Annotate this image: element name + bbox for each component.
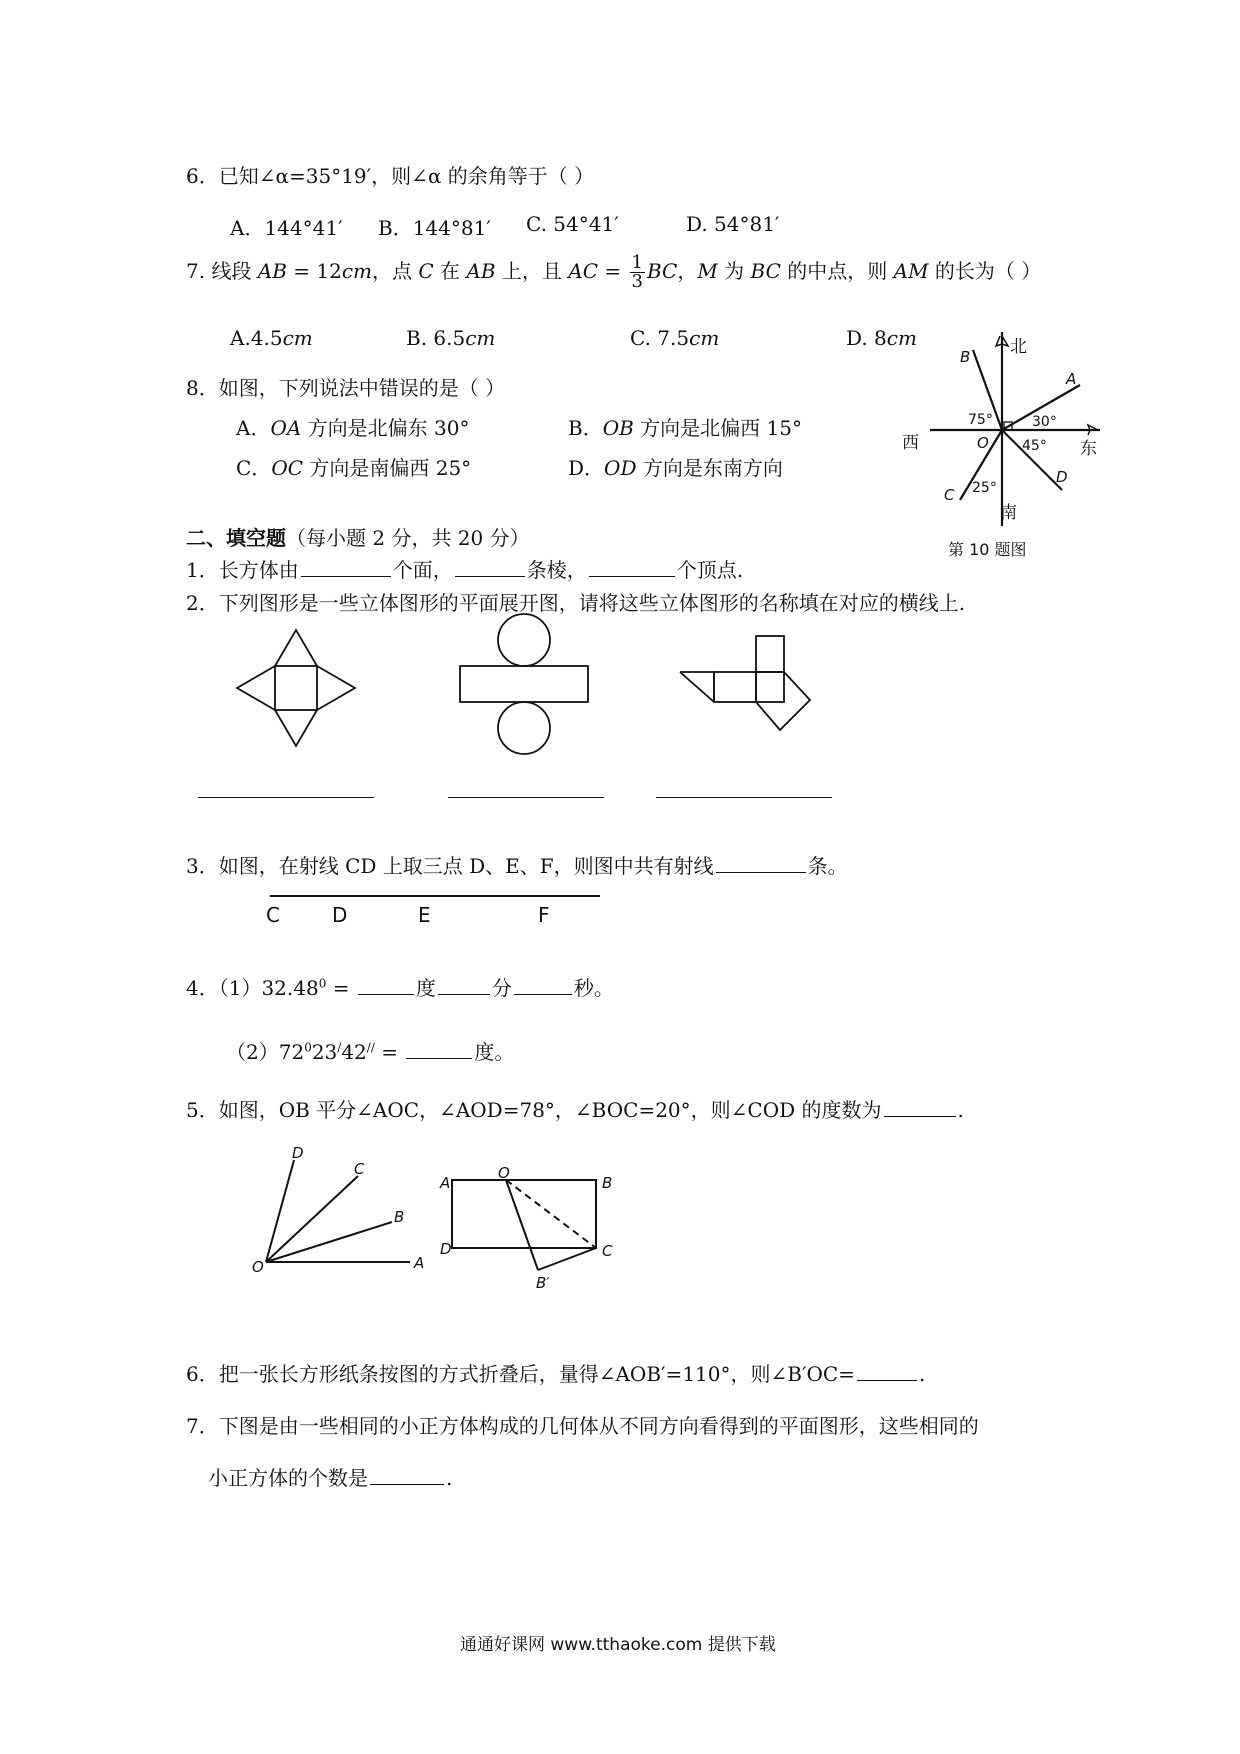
fill-question-3: 3．如图，在射线 CD 上取三点 D、E、F，则图中共有射线 条。 — [186, 854, 848, 878]
angle-fig-point-a: A — [414, 1254, 425, 1272]
compass-point-b: B — [960, 348, 971, 366]
question-6-option-d: D. 54°81′ — [686, 212, 780, 236]
fill-question-7: 7．下图是由一些相同的小正方体构成的几何体从不同方向看得到的平面图形，这些相同的 — [186, 1414, 979, 1438]
question-7-option-c: C. 7.5cm — [630, 326, 720, 350]
question-6-option-b: B．144°81′ — [378, 216, 491, 240]
fill-question-5: 5．如图，OB 平分∠AOC，∠AOD=78°，∠BOC=20°，则∠COD 的度数为 . — [186, 1098, 964, 1122]
question-8-stem: 8．如图，下列说法中错误的是（ ） — [186, 376, 506, 400]
rect-fig-point-o: O — [498, 1164, 510, 1182]
compass-south-label: 南 — [1000, 503, 1017, 523]
rect-fig-point-b: B — [602, 1174, 613, 1192]
question-7-option-d: D. 8cm — [846, 326, 917, 350]
compass-point-a: A — [1066, 370, 1077, 388]
fill-question-1: 1．长方体由 个面， 条棱， 个顶点. — [186, 558, 744, 582]
compass-point-c: C — [944, 486, 955, 504]
question-6-stem: 6．已知∠α=35°19′，则∠α 的余角等于（ ） — [186, 164, 595, 188]
ray-point-e: E — [418, 903, 431, 927]
question-8-option-b: B．OB 方向是北偏西 15° — [568, 416, 802, 440]
question-8-option-d: D．OD 方向是东南方向 — [568, 456, 783, 480]
fill-question-7-continued: 小正方体的个数是 . — [208, 1466, 453, 1490]
ray-point-f: F — [538, 903, 550, 927]
compass-figure-caption: 第 10 题图 — [948, 540, 1027, 559]
question-7-option-a: A.4.5cm — [230, 326, 313, 350]
ray-point-d: D — [332, 903, 348, 927]
angle-fig-point-b: B — [394, 1208, 405, 1226]
section-2-heading: 二、填空题（每小题 2 分，共 20 分） — [186, 526, 530, 550]
compass-angle-25: 25° — [972, 480, 997, 496]
compass-east-label: 东 — [1080, 439, 1097, 459]
rect-fig-point-a: A — [440, 1174, 451, 1192]
rect-fig-point-c: C — [602, 1242, 613, 1260]
fill-question-2: 2．下列图形是一些立体图形的平面展开图，请将这些立体图形的名称填在对应的横线上. — [186, 591, 966, 615]
rect-fig-point-d: D — [440, 1240, 452, 1258]
fill-question-4-part-1: 4．$(1)32.48^0$ = 度 分 秒。 — [186, 976, 614, 1000]
fill-question-4-part-2: $(2)72^023^/42^{//}$ = 度。 — [226, 1040, 515, 1064]
question-7-option-b: B. 6.5cm — [406, 326, 496, 350]
compass-west-label: 西 — [902, 433, 919, 453]
compass-origin-o: O — [977, 434, 989, 452]
question-8-option-c: C．OC 方向是南偏西 25° — [236, 456, 472, 480]
question-6-option-c: C. 54°41′ — [526, 212, 619, 236]
question-7-stem: 7. 线段 AB = 12cm，点 C 在 AB 上，且 AC = $\frac{1}{3}$ BC，M 为 BC 的中点，则 AM 的长为（ ） — [186, 252, 1042, 292]
fraction-one-third: $\frac{1}{3}$ — [631, 252, 643, 292]
compass-angle-45: 45° — [1022, 438, 1047, 454]
compass-point-d: D — [1056, 468, 1068, 486]
angle-fig-point-c: C — [354, 1160, 365, 1178]
compass-north-label: 北 — [1010, 337, 1027, 357]
rect-fig-point-b-prime: B′ — [536, 1274, 550, 1292]
compass-angle-30: 30° — [1032, 414, 1057, 430]
angle-fig-point-d: D — [292, 1144, 304, 1162]
fill-question-6: 6．把一张长方形纸条按图的方式折叠后，量得∠AOB′=110°，则∠B′OC= . — [186, 1362, 926, 1386]
question-8-option-a: A．OA 方向是北偏东 30° — [236, 416, 470, 440]
ray-point-c: C — [266, 903, 280, 927]
angle-fig-point-o: O — [252, 1258, 264, 1276]
page-footer: 通通好课网 www.tthaoke.com 提供下载 — [460, 1635, 776, 1655]
question-6-option-a: A．144°41′ — [230, 216, 343, 240]
compass-angle-75: 75° — [968, 412, 993, 428]
